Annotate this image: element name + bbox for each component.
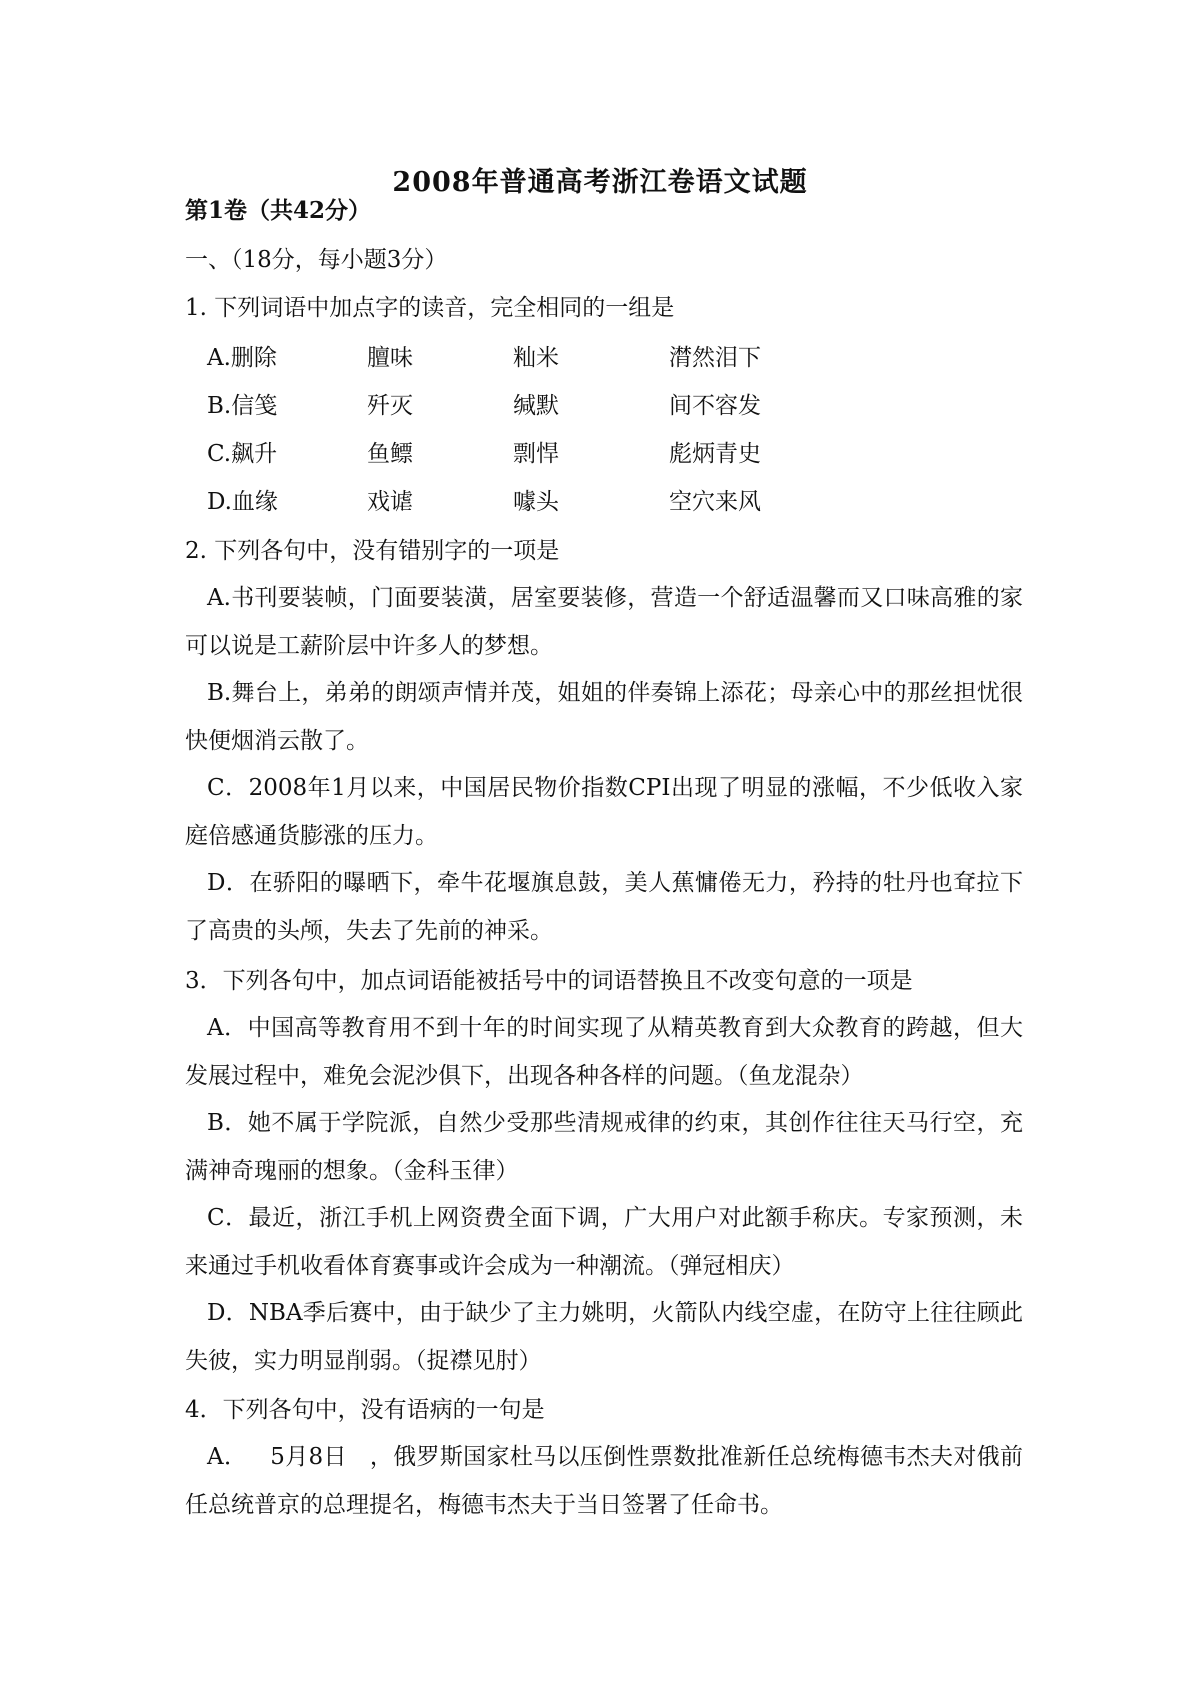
q3-option-d: D．NBA季后赛中，由于缺少了主力姚明，火箭队内线空虚，在防守上往往顾此失彼，实力明显削弱。（捉襟见肘）	[185, 1300, 1023, 1374]
q2-option-c: C．2008年1月以来，中国居民物价指数CPI出现了明显的涨幅，不少低收入家庭倍感通货膨涨的压力。	[185, 775, 1023, 849]
question-1-stem: 1. 下列词语中加点字的读音，完全相同的一组是	[185, 295, 675, 321]
q1-c-word-1: C.飙升	[207, 441, 278, 467]
q1-a-word-2: 膻味	[367, 345, 413, 371]
section-heading: 一、（18分，每小题3分）	[185, 247, 448, 273]
q2-option-b: B.舞台上，弟弟的朗颂声情并茂，姐姐的伴奏锦上添花；母亲心中的那丝担忧很快便烟消云散了。	[185, 680, 1023, 754]
q2-option-d: D．在骄阳的曝晒下，牵牛花堰旗息鼓，美人蕉慵倦无力，矜持的牡丹也耷拉下了高贵的头颅，失去了先前的神采。	[185, 870, 1023, 944]
volume-heading: 第1卷（共42分）	[185, 197, 372, 224]
q3-option-b: B．她不属于学院派，自然少受那些清规戒律的约束，其创作往往天马行空，充满神奇瑰丽的想象。（金科玉律）	[185, 1110, 1023, 1184]
q1-a-word-4: 潸然泪下	[669, 345, 761, 371]
q1-b-word-1: B.信笺	[207, 393, 278, 419]
q2-option-a: A.书刊要装帧，门面要装潢，居室要装修，营造一个舒适温馨而又口味高雅的家可以说是工薪阶层中许多人的梦想。	[185, 585, 1023, 659]
question-2-stem: 2. 下列各句中，没有错别字的一项是	[185, 538, 560, 564]
q1-b-word-4: 间不容发	[669, 393, 761, 419]
q1-d-word-3: 噱头	[513, 489, 559, 515]
q1-c-word-4: 彪炳青史	[669, 441, 761, 467]
question-3-stem: 3．下列各句中，加点词语能被括号中的词语替换且不改变句意的一项是	[185, 968, 913, 994]
q1-a-word-1: A.删除	[207, 345, 277, 371]
q1-d-word-4: 空穴来风	[669, 489, 761, 515]
q3-option-a: A．中国高等教育用不到十年的时间实现了从精英教育到大众教育的跨越，但大发展过程中，难免会泥沙俱下，出现各种各样的问题。（鱼龙混杂）	[185, 1015, 1023, 1089]
q1-c-word-2: 鱼鳔	[367, 441, 413, 467]
q3-option-c: C．最近，浙江手机上网资费全面下调，广大用户对此额手称庆。专家预测，未来通过手机收看体育赛事或许会成为一种潮流。（弹冠相庆）	[185, 1205, 1023, 1279]
q1-d-word-1: D.血缘	[207, 489, 278, 515]
q1-c-word-3: 剽悍	[513, 441, 559, 467]
q1-d-word-2: 戏谑	[367, 489, 413, 515]
question-4-stem: 4．下列各句中，没有语病的一句是	[185, 1397, 545, 1423]
exam-title: 2008年普通高考浙江卷语文试题	[392, 167, 808, 198]
q1-a-word-3: 籼米	[513, 345, 559, 371]
q4-option-a: A． 5月8日 ，俄罗斯国家杜马以压倒性票数批准新任总统梅德韦杰夫对俄前任总统普京的总理提名，梅德韦杰夫于当日签署了任命书。	[185, 1444, 1023, 1518]
q1-b-word-3: 缄默	[513, 393, 559, 419]
q1-b-word-2: 歼灭	[367, 393, 413, 419]
